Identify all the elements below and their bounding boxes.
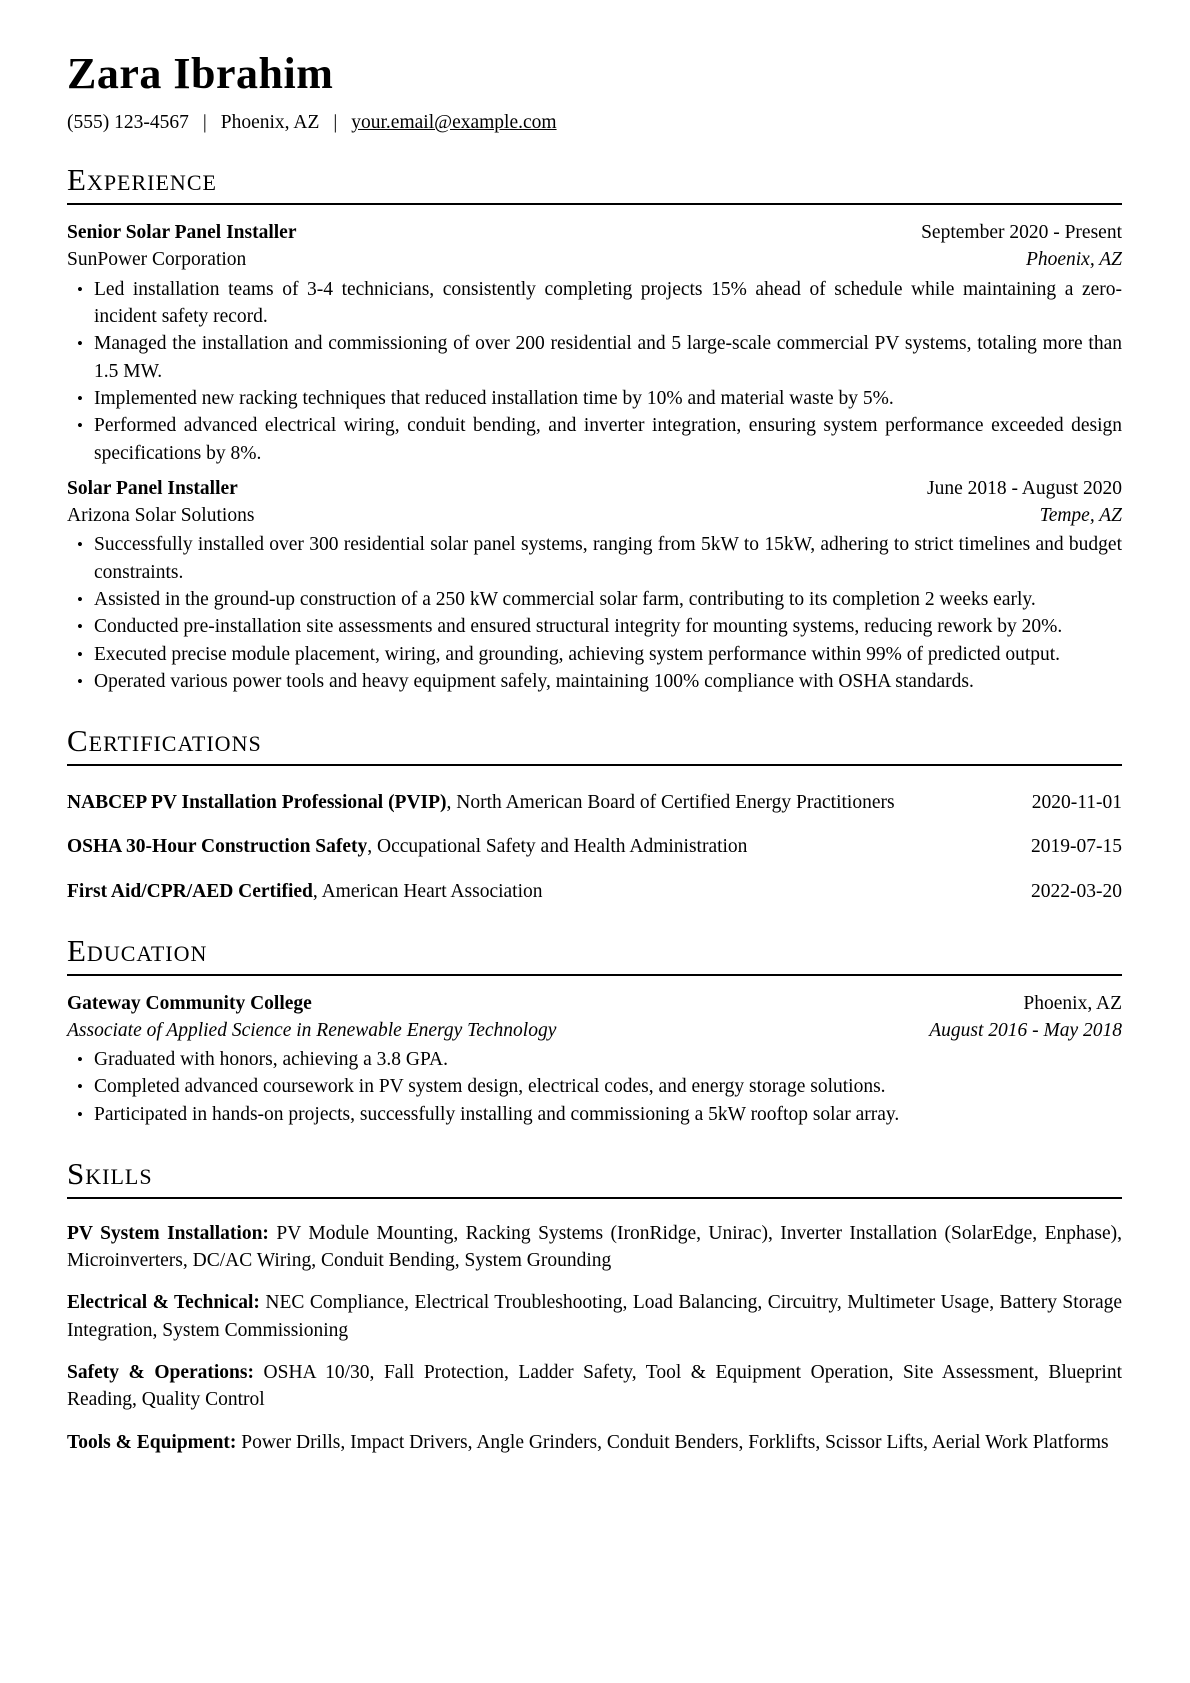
job-entry (67, 475, 1122, 695)
skill-group-text: Power Drills, Impact Drivers, Angle Grinders, Conduit Benders, Forklifts, Scissor Lifts, Aerial Work Platforms (236, 1431, 1109, 1453)
skill-group-label: PV System Installation: (67, 1222, 269, 1244)
job-dates: June 2018 - August 2020 (927, 477, 1122, 499)
certification-entry (67, 789, 1122, 816)
job-entry (67, 219, 1122, 467)
bullet-icon (77, 613, 83, 640)
certification-text (67, 789, 895, 816)
bullet-icon (77, 586, 83, 613)
job-bullet (67, 531, 1122, 586)
school-entry (67, 990, 1122, 1128)
bullet-text: Implemented new racking techniques that reduced installation time by 10% and material waste by 5%. (94, 387, 894, 409)
certification-entry (67, 833, 1122, 860)
bullet-text: Assisted in the ground-up construction of a 250 kW commercial solar farm, contributing to its completion 2 weeks early. (94, 589, 1036, 610)
bullet-text: Performed advanced electrical wiring, conduit bending, and inverter integration, ensuring system performance exceeded design specifications by 8%. (94, 415, 1122, 464)
job-bullet (67, 668, 1122, 695)
school-header (67, 990, 1122, 1017)
school-bullet (67, 1101, 1122, 1128)
skill-group-text: PV Module Mounting, Racking Systems (IronRidge, Unirac), Inverter Installation (SolarEdge, Enphase), Microinverters, DC/AC Wiring, Conduit Bending, System Grounding (67, 1222, 1122, 1272)
location-text: Phoenix, AZ (220, 112, 320, 134)
school-name: Gateway Community College (67, 992, 312, 1014)
section-heading-skills: Skills (67, 1155, 1122, 1199)
job-bullet-list (67, 276, 1122, 467)
certification-name: OSHA 30-Hour Construction Safety (67, 836, 368, 858)
certification-text (67, 878, 543, 905)
bullet-text: Conducted pre-installation site assessments and ensured structural integrity for mounting systems, reducing rework by 20%. (94, 616, 1063, 638)
skill-group (67, 1429, 1122, 1456)
certification-date: 2022-03-20 (1031, 880, 1122, 902)
job-bullet (67, 412, 1122, 467)
school-location: Phoenix, AZ (1023, 992, 1122, 1014)
school-bullet (67, 1073, 1122, 1100)
bullet-icon (77, 668, 83, 695)
certifications-section (67, 766, 1122, 905)
certification-separator: , (312, 880, 322, 902)
school-bullet (67, 1046, 1122, 1073)
contact-line (67, 112, 1122, 134)
skill-group-text: NEC Compliance, Electrical Troubleshooting, Load Balancing, Circuitry, Multimeter Usage, Battery Storage Integration, System Commissioning (67, 1292, 1122, 1341)
school-subheader (67, 1017, 1122, 1044)
job-bullet (67, 385, 1122, 412)
bullet-text: Successfully installed over 300 residential solar panel systems, ranging from 5kW to 15kW, adhering to strict timelines and budget constraints. (94, 534, 1122, 583)
skill-group-label: Electrical & Technical: (67, 1292, 260, 1314)
job-location: Phoenix, AZ (1025, 249, 1122, 271)
certification-issuer: Occupational Safety and Health Administration (377, 836, 748, 858)
job-subheader (67, 246, 1122, 273)
certification-text (67, 833, 747, 860)
certification-issuer: American Heart Association (321, 880, 543, 902)
contact-separator: | (202, 112, 207, 134)
skill-group (67, 1289, 1122, 1344)
certification-issuer: North American Board of Certified Energy Practitioners (456, 791, 895, 813)
skill-group-label: Safety & Operations: (67, 1362, 254, 1383)
job-bullet (67, 641, 1122, 668)
bullet-icon (77, 330, 83, 357)
job-dates: September 2020 - Present (921, 222, 1122, 244)
skill-group (67, 1359, 1122, 1414)
skill-group-label: Tools & Equipment: (67, 1431, 237, 1453)
certification-date: 2020-11-01 (1031, 791, 1122, 813)
bullet-icon (77, 276, 83, 303)
resume-header (67, 50, 1122, 134)
degree-name: Associate of Applied Science in Renewable Energy Technology (67, 1019, 557, 1041)
bullet-text: Managed the installation and commissioning of over 200 residential and 5 large-scale commercial PV systems, totaling more than 1.5 MW. (94, 333, 1122, 382)
phone-number: (555) 123-4567 (67, 112, 189, 134)
certification-separator: , (446, 791, 457, 813)
bullet-icon (77, 531, 83, 558)
school-bullet-list (67, 1046, 1122, 1128)
bullet-text: Executed precise module placement, wiring, and grounding, achieving system performance within 99% of predicted output. (94, 643, 1061, 665)
certification-name: First Aid/CPR/AED Certified (67, 880, 313, 902)
certification-entry (67, 878, 1122, 905)
job-bullet-list (67, 531, 1122, 695)
education-section (67, 976, 1122, 1128)
skills-section (67, 1199, 1122, 1456)
job-company: SunPower Corporation (67, 249, 247, 271)
job-company: Arizona Solar Solutions (67, 505, 255, 527)
section-heading-certifications: Certifications (67, 722, 1122, 766)
bullet-icon (77, 1073, 83, 1100)
school-dates: August 2016 - May 2018 (929, 1019, 1122, 1041)
job-bullet (67, 330, 1122, 385)
job-header (67, 475, 1122, 502)
section-heading-experience: Experience (67, 161, 1122, 205)
bullet-icon (77, 412, 83, 439)
certification-date: 2019-07-15 (1031, 836, 1122, 858)
job-subheader (67, 502, 1122, 529)
job-bullet (67, 276, 1122, 331)
job-header (67, 219, 1122, 246)
bullet-text: Led installation teams of 3-4 technicians, consistently completing projects 15% ahead of schedule while maintaining a zero-incident safety record. (94, 278, 1122, 328)
certification-separator: , (367, 836, 378, 858)
job-location: Tempe, AZ (1039, 505, 1122, 527)
certification-name: NABCEP PV Installation Professional (PVIP) (67, 791, 447, 813)
job-title: Solar Panel Installer (67, 477, 238, 499)
bullet-text: Completed advanced coursework in PV system design, electrical codes, and energy storage solutions. (94, 1076, 886, 1098)
bullet-icon (77, 641, 83, 668)
experience-section (67, 205, 1122, 695)
job-bullet (67, 586, 1122, 613)
bullet-text: Participated in hands-on projects, successfully installing and commissioning a 5kW rooftop solar array. (94, 1103, 900, 1125)
skill-group (67, 1220, 1122, 1275)
bullet-text: Operated various power tools and heavy equipment safely, maintaining 100% compliance with OSHA standards. (94, 670, 974, 692)
section-heading-education: Education (67, 932, 1122, 976)
contact-separator: | (333, 112, 338, 134)
bullet-text: Graduated with honors, achieving a 3.8 GPA. (94, 1049, 449, 1071)
bullet-icon (77, 385, 83, 412)
bullet-icon (77, 1046, 83, 1073)
job-title: Senior Solar Panel Installer (67, 222, 297, 244)
email-link[interactable]: your.email@example.com (351, 112, 557, 134)
job-bullet (67, 613, 1122, 640)
skill-group-text: OSHA 10/30, Fall Protection, Ladder Safety, Tool & Equipment Operation, Site Assessment, Blueprint Reading, Quality Control (67, 1362, 1122, 1411)
person-name: Zara Ibrahim (67, 49, 334, 98)
bullet-icon (77, 1101, 83, 1128)
